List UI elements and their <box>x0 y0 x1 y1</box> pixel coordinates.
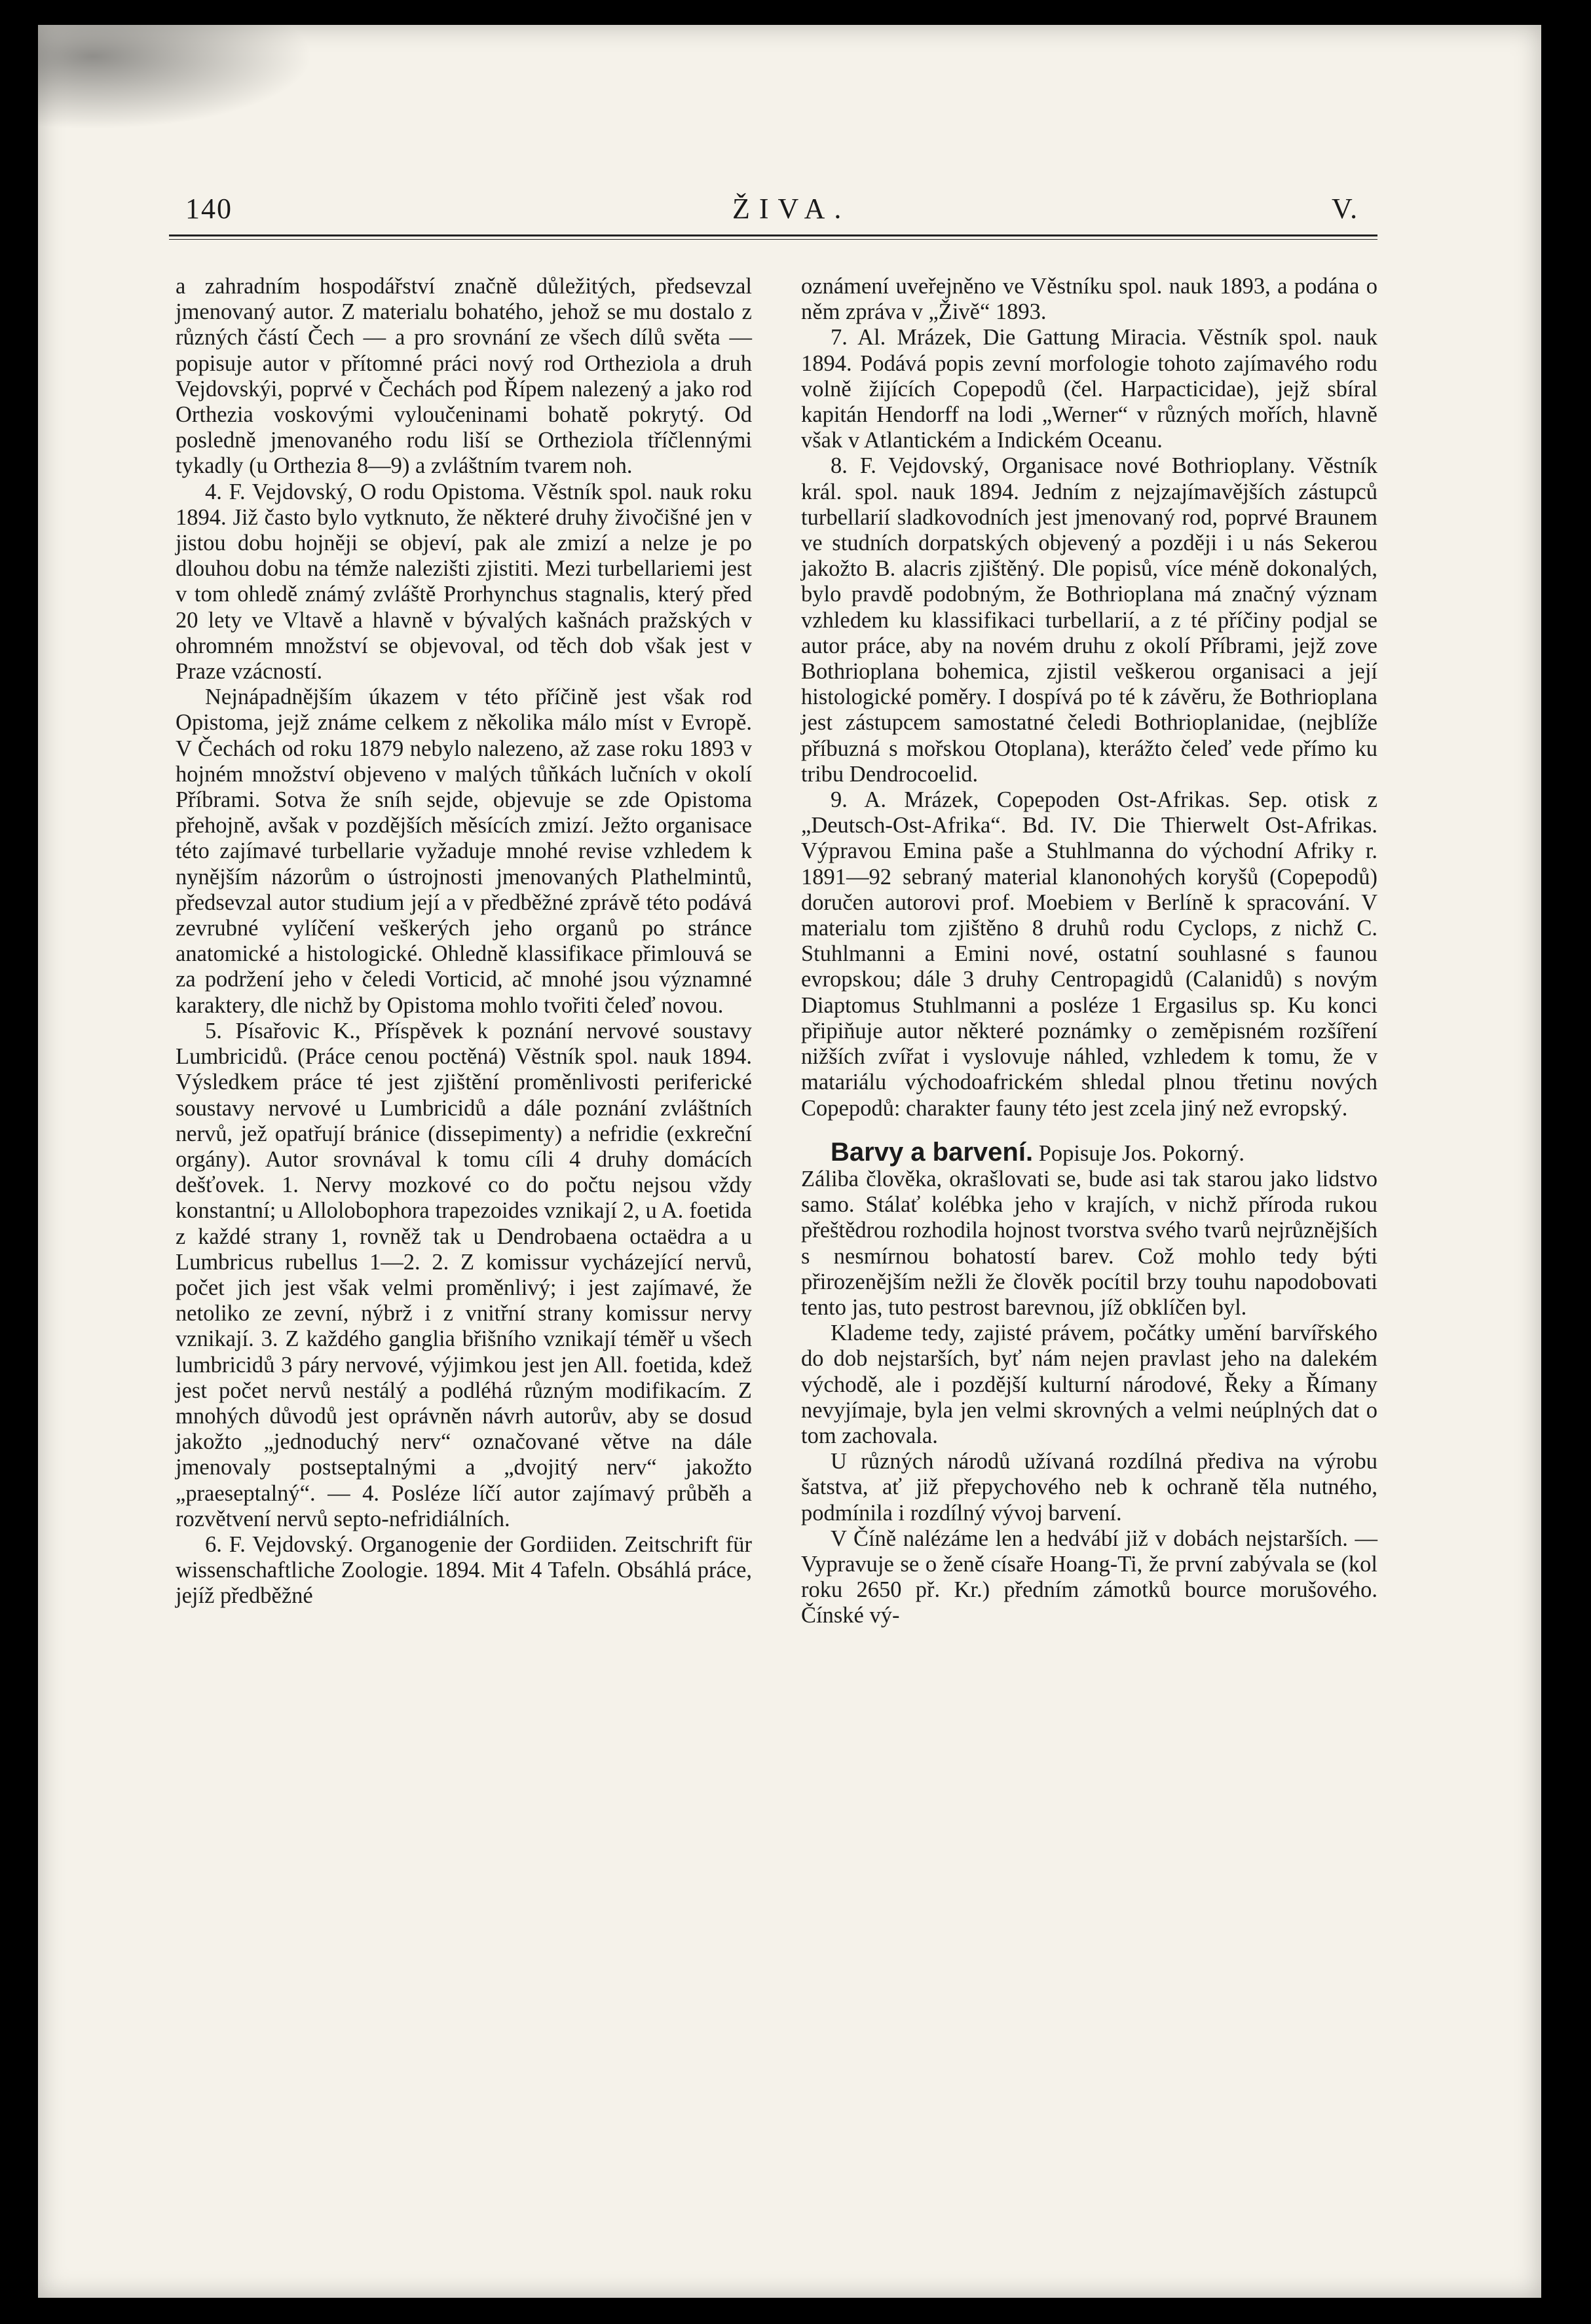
section-gap <box>801 1121 1377 1140</box>
paragraph: a zahradním hospodářství značně důležitých, předsevzal jmenovaný autor. Z materialu bohatého, jehož se mu dostalo z různých částí Čech — a pro srovnání ze všech dílů světa — popisuje autor v přítomné práci nový rod Ortheziola a druh Vejdovskýi, poprvé v Čechách pod Řípem nalezený a jako rod Orthezia voskovými vyloučeninami bohatě pokrytý. Od posledně jmenovaného rodu liší se Ortheziola tříčlennými tykadly (u Orthezia 8—9) a zvláštním tvarem noh. <box>176 274 752 479</box>
header-rule <box>169 234 1377 240</box>
paragraph: Klademe tedy, zajisté právem, počátky umění barvířského do dob nejstarších, byť nám nejen pravlast jeho na dalekém východě, ale i pozdější kulturní národové, Řeky a Římany nevyjímaje, byla jen velmi skrovných a velmi neúplných dat o tom zachovala. <box>801 1321 1377 1448</box>
right-column <box>801 274 1377 1629</box>
paragraph: 4. F. Vejdovský, O rodu Opistoma. Věstník spol. nauk roku 1894. Již často bylo vytknuto, že některé druhy živočišné jen v jistou dobu hojněji se objeví, pak ale zmizí a nelze je po dlouhou dobu na témže nalezišti zjistiti. Mezi turbellariemi jest v tom ohledě známý zvláště Prorhynchus stagnalis, který před 20 lety ve Vltavě a hlavně v bývalých kašnách pražských v ohromném množství se objevoval, od těch dob však jest v Praze vzácností. <box>176 479 752 684</box>
paragraph: 8. F. Vejdovský, Organisace nové Bothrioplany. Věstník král. spol. nauk 1894. Jedním z nejzajímavějších zástupců turbellarií sladkovodních jest jmenovaný rod, poprvé Braunem ve studních dorpatských objevený a později i u nás Sekerou jakožto B. alacris zjištěný. Dle popisů, více méně dokonalých, bylo pravdě podobným, že Bothrioplana má značný význam vzhledem ku klassifikaci turbellarií, a z té příčiny podjal se autor práce, aby na novém druhu z okolí Příbrami, jejž zove Bothrioplana bohemica, zjistil veškerou organisaci a její histologické poměry. I dospívá po té k závěru, že Bothrioplana jest zástupcem samostatné čeledi Bothrioplanidae, (nejblíže příbuzná s mořskou Otoplana), kterážto čeleď vede přímo ku tribu Dendrocoelid. <box>801 453 1377 787</box>
section-heading-line <box>801 1137 1377 1167</box>
page-number: 140 <box>185 193 233 225</box>
section-title: Barvy a barvení. <box>831 1137 1034 1167</box>
paragraph: oznámení uveřejněno ve Věstníku spol. nauk 1893, a podána o něm zpráva v „Živě“ 1893. <box>801 274 1377 325</box>
paragraph: 6. F. Vejdovský. Organogenie der Gordiiden. Zeitschrift für wissenschaftliche Zoologie. 1894. Mit 4 Tafeln. Obsáhlá práce, jejíž předběžné <box>176 1531 752 1609</box>
scanned-page <box>38 25 1541 2298</box>
paragraph: Záliba člověka, okrašlovati se, bude asi tak starou jako lidstvo samo. Stálať kolébka jeho v krajích, v nichž příroda rukou přeštědrou rozhodila hojnost tvorstva svého tvarů nejrůznějších s nesmírnou bohatostí barev. Což mohlo tedy býti přirozenějším nežli že člověk pocítil brzy touhu napodobovati tento jas, tuto pestrost barevnou, jíž obklíčen byl. <box>801 1166 1377 1320</box>
running-header <box>38 25 1541 234</box>
volume-number: V. <box>1332 193 1359 225</box>
paragraph: V Číně nalézáme len a hedvábí již v dobách nejstarších. — Vypravuje se o ženě císaře Hoang-Ti, že první zabývala se (kol roku 2650 př. Kr.) předním zámotků bource morušového. Čínské vý- <box>801 1526 1377 1628</box>
left-column <box>176 274 752 1609</box>
paragraph: 5. Písařovic K., Příspěvek k poznání nervové soustavy Lumbricidů. (Práce cenou poctěná) Věstník spol. nauk 1894. Výsledkem práce té jest zjištění proměnlivosti periferické soustavy nervové u Lumbricidů a dále poznání zvláštních nervů, jež opatřují bránice (dissepimenty) a nefridie (exkreční orgány). Autor srovnával k tomu cíli 4 druhy domácích dešťovek. 1. Nervy mozkové co do počtu nejsou vždy konstantní; u Allolobophora trapezoides vznikají 2, u A. foetida z každé strany 1, rovněž tak u Dendrobaena octaëdra a u Lumbricus rubellus 1—2. 2. Z komissur vycházející nervů, počet jich jest však velmi proměnlivý; i jest zajímavé, že netoliko ze zevní, nýbrž i z vnitřní strany komissur nervy vznikají. 3. Z každého ganglia břišního vznikají téměř u všech lumbricidů 3 páry nervové, výjimkou jest jen All. foetida, kdež jest počet nervů nestálý a podléhá různým modifikacím. Z mnohých důvodů jest oprávněn návrh autorův, aby se dosud jakožto „jednoduchý nerv“ označované větve na dále jmenovaly postseptalnými a „dvojitý nerv“ jakožto „praeseptalný“. — 4. Posléze líčí autor zajímavý průběh a rozvětvení nervů septo-nefridiálních. <box>176 1018 752 1531</box>
section-author: Popisuje Jos. Pokorný. <box>1038 1140 1245 1166</box>
paragraph: 9. A. Mrázek, Copepoden Ost-Afrikas. Sep. otisk z „Deutsch-Ost-Afrika“. Bd. IV. Die Thierwelt Ost-Afrikas. Výpravou Emina paše a Stuhlmanna do východní Afriky r. 1891—92 sebraný material klanonohých koryšů (Copepodů) doručen autorovi prof. Moebiem v Berlíně k spracování. V materialu tom zjištěno 8 druhů rodu Cyclops, z nichž C. Stuhlmanni a Emini nové, ostatní souhlasné s faunou evropskou; dále 3 druhy Centropagidů (Calanidů) s novým Diaptomus Stuhlmanni a posléze 1 Ergasilus sp. Ku konci připiňuje autor některé poznámky o zeměpisném rozšíření nižších zvířat i vyslovuje náhled, vzhledem k tomu, že v matariálu východoafrickém shledal plnou třetinu nových Copepodů: charakter fauny této jest zcela jiný než evropský. <box>801 787 1377 1121</box>
paragraph: U různých národů užívaná rozdílná přediva na výrobu šatstva, ať již přepychového neb k ochraně těla nutného, podmínila i rozdílný vývoj barvení. <box>801 1449 1377 1526</box>
paragraph: 7. Al. Mrázek, Die Gattung Miracia. Věstník spol. nauk 1894. Podává popis zevní morfologie tohoto zajímavého rodu volně žijících Copepodů (čel. Harpacticidae), jejž sbíral kapitán Hendorff na lodi „Werner“ v různých mořích, hlavně však v Atlantickém a Indickém Oceanu. <box>801 325 1377 453</box>
journal-title: ŽIVA. <box>732 193 851 225</box>
paragraph: Nejnápadnějším úkazem v této příčině jest však rod Opistoma, jejž známe celkem z několika málo míst v Evropě. V Čechách od roku 1879 nebylo nalezeno, až zase roku 1893 v hojném množství objeveno v malých tůňkách lučních v okolí Příbrami. Sotva že sníh sejde, objevuje se zde Opistoma přehojně, avšak v pozdějších měsících zmizí. Ježto organisace této zajímavé turbellarie vyžaduje mnohé revise vzhledem k nynějším názorům o ústrojnosti jmenovaných Plathelmintů, předsevzal autor studium její a v předběžné zprávě této podává zevrubné vylíčení veškerých jeho organů po stránce anatomické a histologické. Ohledně klassifikace přimlouvá se za podržení jeho v čeledi Vorticid, ač mnohé jsou významné karaktery, dle nichž by Opistoma mohlo tvořiti čeleď novou. <box>176 684 752 1018</box>
